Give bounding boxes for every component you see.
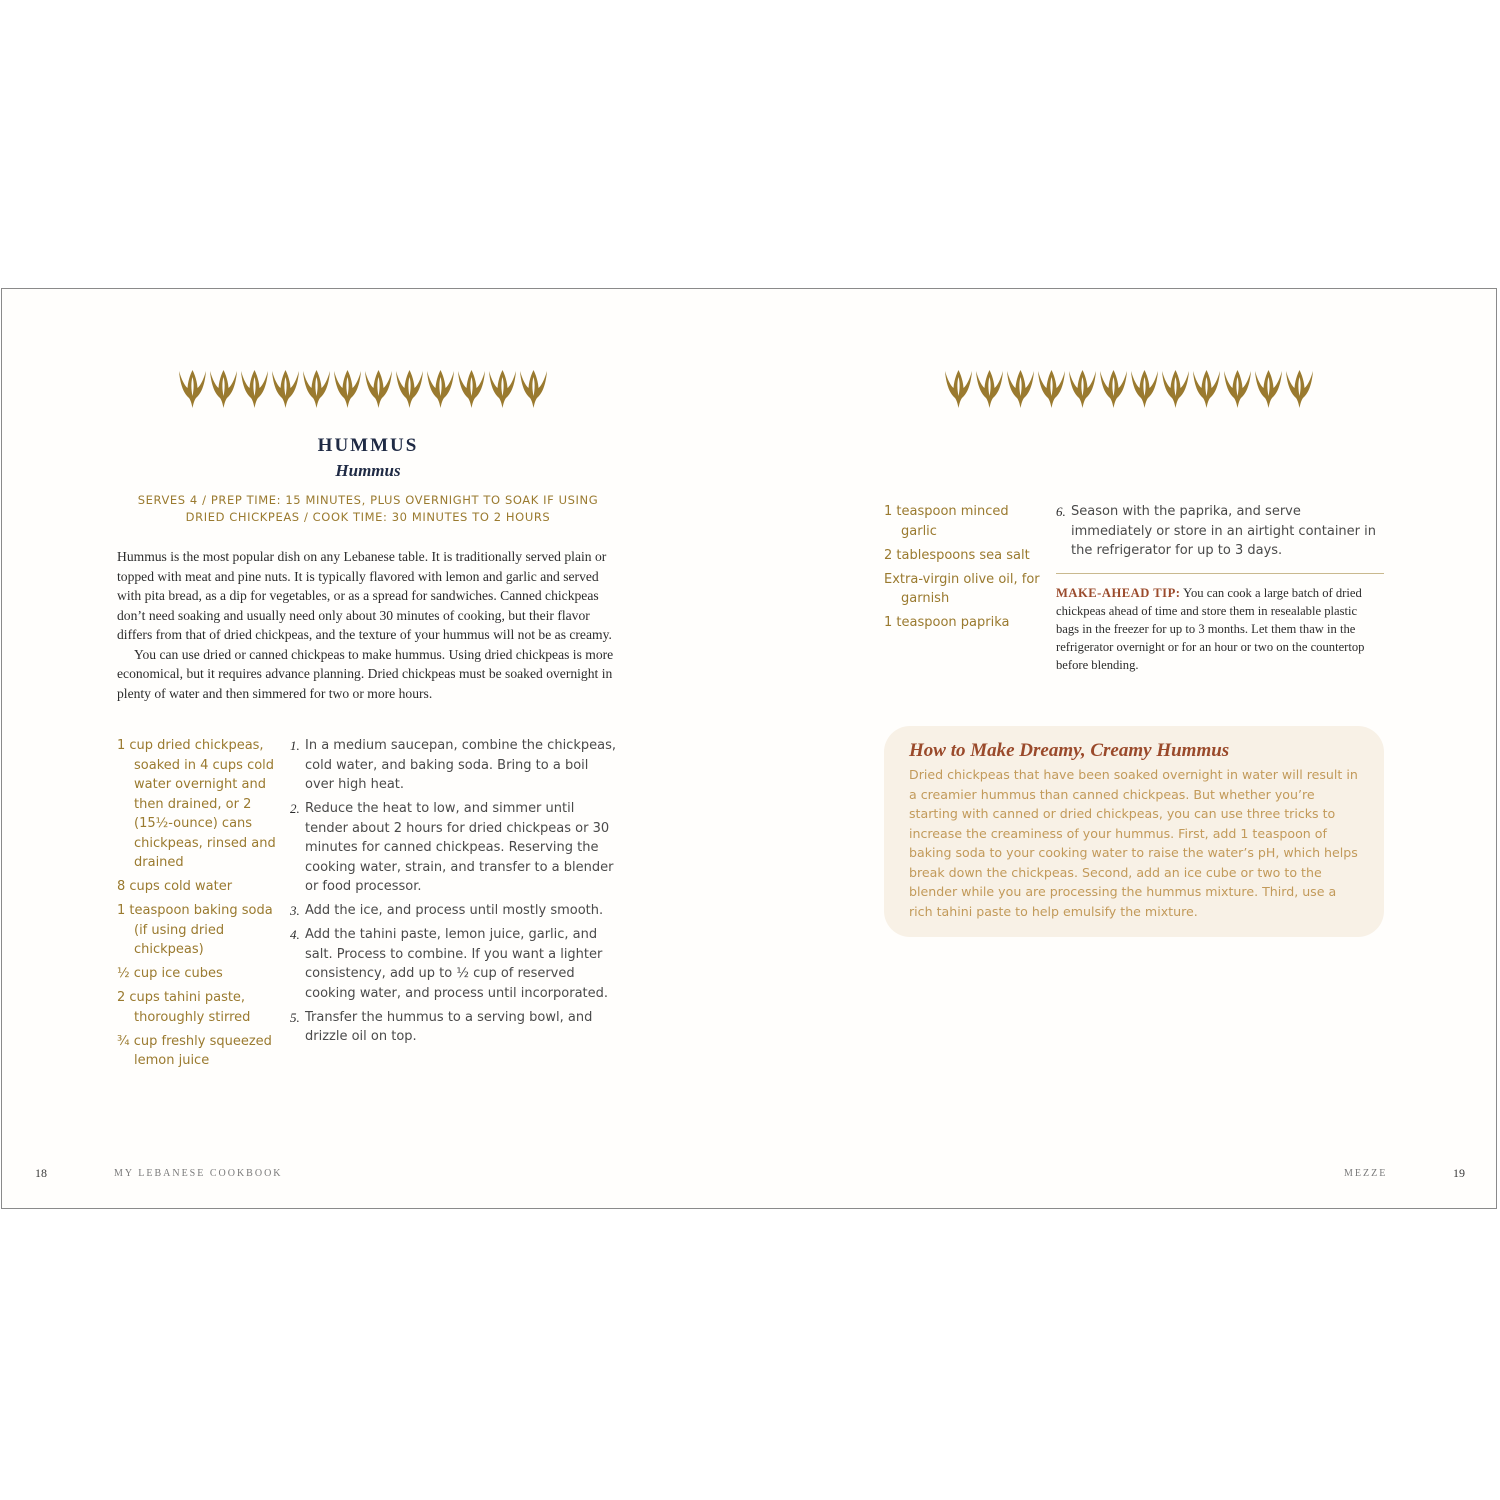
tulip-motif <box>518 367 549 409</box>
sidebar-text: Dried chickpeas that have been soaked overnight in water will result in a creamier hummus than canned chickpeas. But whether you’re starting with canned or dried chickpeas, you can use three tricks to increase the creaminess of your hummus. First, add 1 teaspoon of baking soda to your cooking water to raise the water’s pH, which helps break down the chickpeas. Second, add an ice cube or two to the blender while you are processing the hummus mixture. Third, use a rich tahini paste to help emulsify the mixture. <box>909 767 1358 919</box>
tulip-motif <box>1160 367 1191 409</box>
tulip-motif <box>239 367 270 409</box>
step-text: Add the tahini paste, lemon juice, garlic, and salt. Process to combine. If you want a lighter consistency, add up to ½ cup of reserved cooking water, and process until incorporated. <box>305 927 609 1001</box>
step-number: 5. <box>290 1009 300 1025</box>
left-page <box>2 289 750 1208</box>
step-list <box>290 736 620 1051</box>
tulip-motif <box>208 367 239 409</box>
step-number: 6. <box>1056 504 1066 519</box>
step-item <box>1056 502 1386 561</box>
recipe-subtitle: Hummus <box>335 461 401 480</box>
tulip-motif <box>363 367 394 409</box>
step-list <box>1056 502 1386 565</box>
ingredient-item: 1 cup dried chickpeas, soaked in 4 cups cold water overnight and then drained, or 2 (15½-ounce) cans chickpeas, rinsed and drained <box>117 738 276 870</box>
recipe-title: HUMMUS <box>317 435 419 456</box>
tulip-motif <box>1284 367 1315 409</box>
step-text: Add the ice, and process until mostly smooth. <box>305 903 604 918</box>
page-number: 19 <box>1453 1166 1465 1180</box>
tulip-motif <box>394 367 425 409</box>
step-text: Season with the paprika, and serve immediately or store in an airtight container in the refrigerator for up to 3 days. <box>1071 504 1376 558</box>
tulip-motif <box>425 367 456 409</box>
meta-line-2: DRIED CHICKPEAS / COOK TIME: 30 MINUTES TO 2 HOURS <box>185 510 551 524</box>
sidebar-title: How to Make Dreamy, Creamy Hummus <box>909 740 1230 761</box>
step-number: 2. <box>290 801 300 816</box>
running-head: MY LEBANESE COOKBOOK <box>114 1168 283 1179</box>
ingredient-item: ¾ cup freshly squeezed lemon juice <box>117 1033 272 1068</box>
tulip-motif <box>1191 367 1222 409</box>
ingredient-item: 1 teaspoon paprika <box>884 615 1010 630</box>
step-number: 1. <box>290 738 300 753</box>
tulip-motif <box>1253 367 1284 409</box>
tulip-motif <box>177 367 208 409</box>
recipe-intro <box>117 547 617 703</box>
tulip-motif <box>974 367 1005 409</box>
step-text: Transfer the hummus to a serving bowl, and drizzle oil on top. <box>305 1009 593 1044</box>
step-item <box>290 736 620 795</box>
tulip-motif <box>270 367 301 409</box>
sidebar-box <box>884 726 1384 937</box>
tulip-motif <box>1222 367 1253 409</box>
book-spread <box>1 288 1497 1209</box>
ingredient-list <box>117 736 282 1075</box>
ingredient-item: Extra-virgin olive oil, for garnish <box>884 571 1040 606</box>
meta-line-1: SERVES 4 / PREP TIME: 15 MINUTES, PLUS OVERNIGHT TO SOAK IF USING <box>137 493 599 507</box>
ingredient-item: 1 teaspoon baking soda (if using dried chickpeas) <box>117 903 273 957</box>
tip-text: You can cook a large batch of dried chickpeas ahead of time and store them in resealable plastic bags in the freezer for up to 3 months. Let them thaw in the refrigerator overnight or for an hour or two on the countertop before blending. <box>1056 586 1365 672</box>
tulip-motif <box>943 367 974 409</box>
tulip-motif <box>1036 367 1067 409</box>
step-item <box>290 1008 620 1047</box>
page-number: 18 <box>35 1166 47 1180</box>
step-number: 4. <box>290 927 300 942</box>
make-ahead-tip <box>1056 584 1381 674</box>
right-page <box>750 289 1498 1208</box>
tulip-motif <box>487 367 518 409</box>
step-text: Reduce the heat to low, and simmer until tender about 2 hours for dried chickpeas or 30 minutes for canned chickpeas. Reserving the cooking water, strain, and transfer to a blender or food processor. <box>305 801 614 894</box>
tulip-motif <box>1098 367 1129 409</box>
ingredient-item: 1 teaspoon minced garlic <box>884 504 1009 539</box>
tulip-motif <box>1005 367 1036 409</box>
ingredient-item: 8 cups cold water <box>117 879 233 894</box>
ingredient-list <box>884 502 1044 637</box>
tulip-border-icon <box>177 367 549 409</box>
step-item <box>290 901 620 921</box>
ingredient-item: 2 cups tahini paste, thoroughly stirred <box>117 990 251 1025</box>
tulip-motif <box>1129 367 1160 409</box>
tulip-motif <box>301 367 332 409</box>
tulip-motif <box>332 367 363 409</box>
tip-label: MAKE-AHEAD TIP: <box>1056 586 1181 600</box>
tulip-motif <box>456 367 487 409</box>
intro-paragraph-1: Hummus is the most popular dish on any Lebanese table. It is traditionally served plain or topped with meat and pine nuts. It is typically flavored with lemon and garlic and served with pita bread, as a dip for vegetables, or as a spread for sandwiches. Canned chickpeas don’t need soaking and usually need only about 30 minutes of cooking, but their flavor differs from that of dried chickpeas, and the texture of your hummus will not be as creamy. <box>117 549 612 642</box>
step-text: In a medium saucepan, combine the chickpeas, cold water, and baking soda. Bring to a boil over high heat. <box>305 738 616 792</box>
tulip-border-icon <box>943 367 1315 409</box>
step-item <box>290 925 620 1003</box>
intro-paragraph-2: You can use dried or canned chickpeas to make hummus. Using dried chickpeas is more economical, but it requires advance planning. Dried chickpeas must be soaked overnight in plenty of water and then simmered for two or more hours. <box>117 646 614 701</box>
ingredient-item: 2 tablespoons sea salt <box>884 547 1030 563</box>
tulip-motif <box>1067 367 1098 409</box>
step-item <box>290 799 620 897</box>
running-head: MEZZE <box>1344 1168 1388 1179</box>
step-number: 3. <box>290 903 300 918</box>
ingredient-item: ½ cup ice cubes <box>117 966 223 981</box>
divider <box>1056 573 1384 574</box>
recipe-meta <box>102 492 634 526</box>
